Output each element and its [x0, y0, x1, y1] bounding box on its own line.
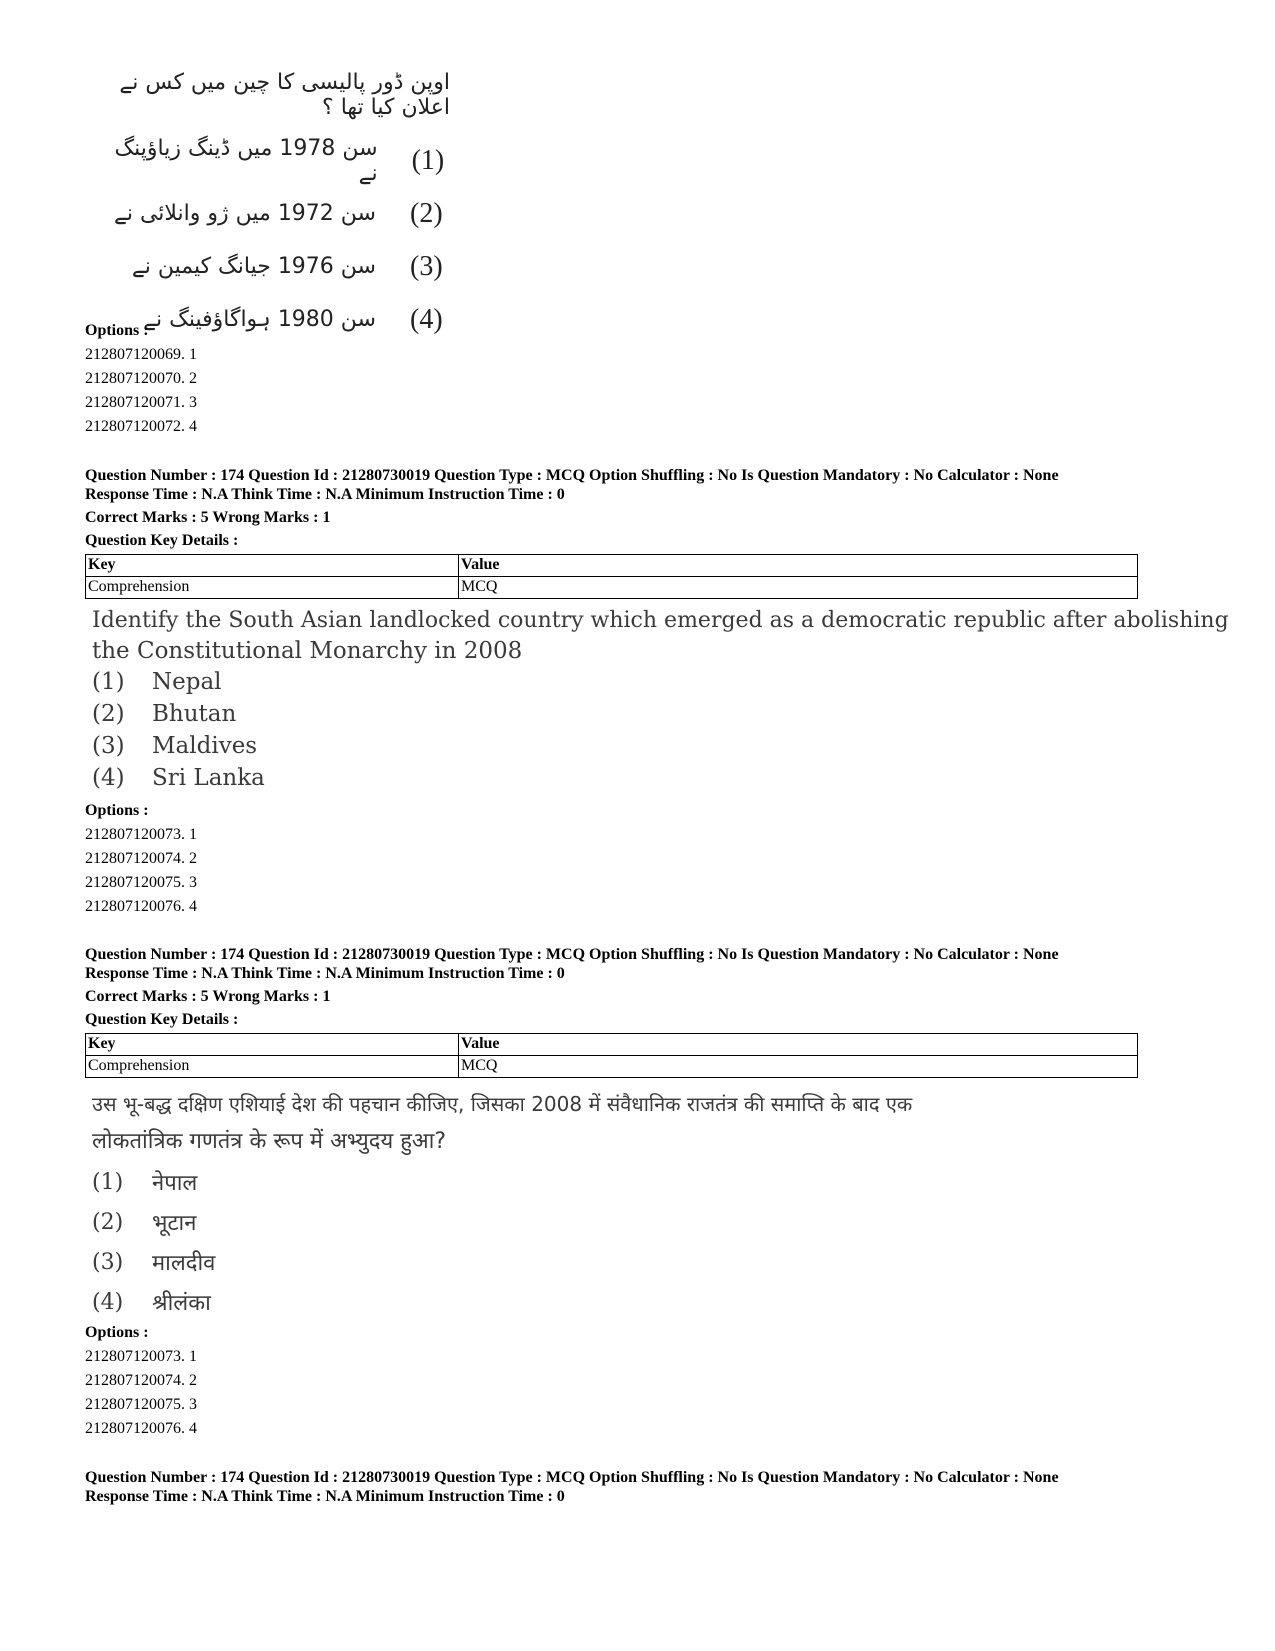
- option-number: (2): [92, 1209, 124, 1235]
- question-options-3: [92, 1162, 215, 1322]
- option-number: (1): [92, 669, 125, 695]
- answer-option-2: [92, 1202, 215, 1242]
- option-id: 212807120073. 1: [85, 826, 197, 843]
- question-line: the Constitutional Monarchy in 2008: [92, 638, 523, 664]
- question-meta-line: Question Number : 174 Question Id : 21280730019 Question Type : MCQ Option Shuffling : No Is Question Mandatory : No Calculator : None: [85, 946, 1059, 963]
- marks-line: Correct Marks : 5 Wrong Marks : 1: [85, 509, 331, 526]
- urdu-option-text: سن 1976 جیانگ کیمین نے: [131, 254, 376, 279]
- answer-option-3: [92, 1242, 215, 1282]
- answer-option-4: [92, 1282, 215, 1322]
- answer-option-3: [92, 730, 265, 762]
- answer-option-2: [92, 698, 265, 730]
- option-number: (1): [92, 1169, 124, 1195]
- urdu-option-text: سن 1980 ہواگاؤفینگ نے: [143, 307, 376, 332]
- option-id: 212807120073. 1: [85, 1348, 197, 1365]
- key-details-table-2: [85, 554, 1138, 599]
- option-id: 212807120069. 1: [85, 346, 197, 363]
- key-details-table-3: [85, 1033, 1138, 1078]
- option-number: (4): [92, 765, 125, 791]
- option-number: (3): [92, 733, 125, 759]
- option-text: नेपाल: [152, 1171, 198, 1196]
- question-text-3: [92, 1085, 1152, 1161]
- option-text: Bhutan: [152, 701, 237, 727]
- option-id: 212807120070. 2: [85, 370, 197, 387]
- option-text: मालदीव: [152, 1251, 216, 1276]
- urdu-option-text: سن 1978 میں ڈینگ زیاؤپنگ نے: [114, 135, 378, 186]
- answer-option-4: [92, 762, 265, 794]
- question-meta-line: Question Number : 174 Question Id : 21280730019 Question Type : MCQ Option Shuffling : No Is Question Mandatory : No Calculator : None: [85, 1469, 1059, 1486]
- table-cell-value: MCQ: [459, 577, 1138, 599]
- table-header-value: Value: [459, 1034, 1138, 1056]
- answer-option-1: [92, 666, 265, 698]
- urdu-option-2: [100, 187, 450, 240]
- table-cell-value: MCQ: [459, 1056, 1138, 1078]
- option-id: 212807120071. 3: [85, 394, 197, 411]
- option-number: (3): [92, 1249, 124, 1275]
- urdu-option-number: (4): [410, 303, 443, 335]
- question-line: उस भू-बद्ध दक्षिण एशियाई देश की पहचान कीजिए, जिसका 2008 में संवैधानिक राजतंत्र की समाप्ति के बाद एक: [92, 1092, 913, 1116]
- table-cell-key: Comprehension: [86, 577, 459, 599]
- option-text: Sri Lanka: [152, 765, 265, 791]
- question-meta-3: [85, 945, 1059, 1029]
- option-number: (2): [92, 701, 125, 727]
- urdu-option-text: سن 1972 میں ژو وانلائی نے: [113, 201, 376, 226]
- urdu-question-text: اوپن ڈور پالیسی کا چین میں کس نے اعلان کیا تھا ؟: [119, 70, 450, 120]
- question-line: लोकतांत्रिक गणतंत्र के रूप में अभ्युदय हुआ?: [92, 1129, 447, 1154]
- option-text: श्रीलंका: [152, 1291, 211, 1316]
- key-details-label: Question Key Details :: [85, 532, 239, 549]
- options-label: Options :: [85, 1324, 149, 1341]
- option-number: (4): [92, 1289, 124, 1315]
- question-meta-line: Response Time : N.A Think Time : N.A Minimum Instruction Time : 0: [85, 486, 565, 503]
- option-id: 212807120074. 2: [85, 850, 197, 867]
- question-meta-line: Response Time : N.A Think Time : N.A Minimum Instruction Time : 0: [85, 1488, 565, 1505]
- question-line: Identify the South Asian landlocked country which emerged as a democratic republic after abolishing: [92, 608, 1229, 633]
- urdu-option-number: (2): [410, 197, 443, 229]
- urdu-option-3: [100, 240, 450, 293]
- table-header-key: Key: [86, 555, 459, 577]
- options-label: Options :: [85, 802, 149, 819]
- options-block-2: [85, 801, 197, 919]
- urdu-option-1: [100, 134, 450, 187]
- option-text: Nepal: [152, 669, 222, 695]
- table-header-value: Value: [459, 555, 1138, 577]
- urdu-option-number: (3): [410, 250, 443, 282]
- option-id: 212807120072. 4: [85, 418, 197, 435]
- question-meta-line: Response Time : N.A Think Time : N.A Minimum Instruction Time : 0: [85, 965, 565, 982]
- options-label: Options :: [85, 322, 149, 339]
- options-block-1: [85, 321, 197, 439]
- urdu-question-block: [100, 70, 460, 346]
- question-text-2: [92, 606, 1229, 666]
- question-meta-4: [85, 1468, 1059, 1506]
- option-id: 212807120076. 4: [85, 898, 197, 915]
- question-meta-2: [85, 466, 1059, 550]
- options-block-3: [85, 1323, 197, 1441]
- marks-line: Correct Marks : 5 Wrong Marks : 1: [85, 988, 331, 1005]
- option-text: Maldives: [152, 733, 258, 759]
- urdu-option-number: (1): [411, 144, 445, 176]
- key-details-label: Question Key Details :: [85, 1011, 239, 1028]
- question-meta-line: Question Number : 174 Question Id : 21280730019 Question Type : MCQ Option Shuffling : No Is Question Mandatory : No Calculator : None: [85, 467, 1059, 484]
- option-id: 212807120076. 4: [85, 1420, 197, 1437]
- question-options-2: [92, 666, 265, 794]
- option-id: 212807120075. 3: [85, 1396, 197, 1413]
- option-id: 212807120075. 3: [85, 874, 197, 891]
- table-cell-key: Comprehension: [86, 1056, 459, 1078]
- answer-option-1: [92, 1162, 215, 1202]
- option-text: भूटान: [152, 1211, 197, 1236]
- table-header-key: Key: [86, 1034, 459, 1056]
- option-id: 212807120074. 2: [85, 1372, 197, 1389]
